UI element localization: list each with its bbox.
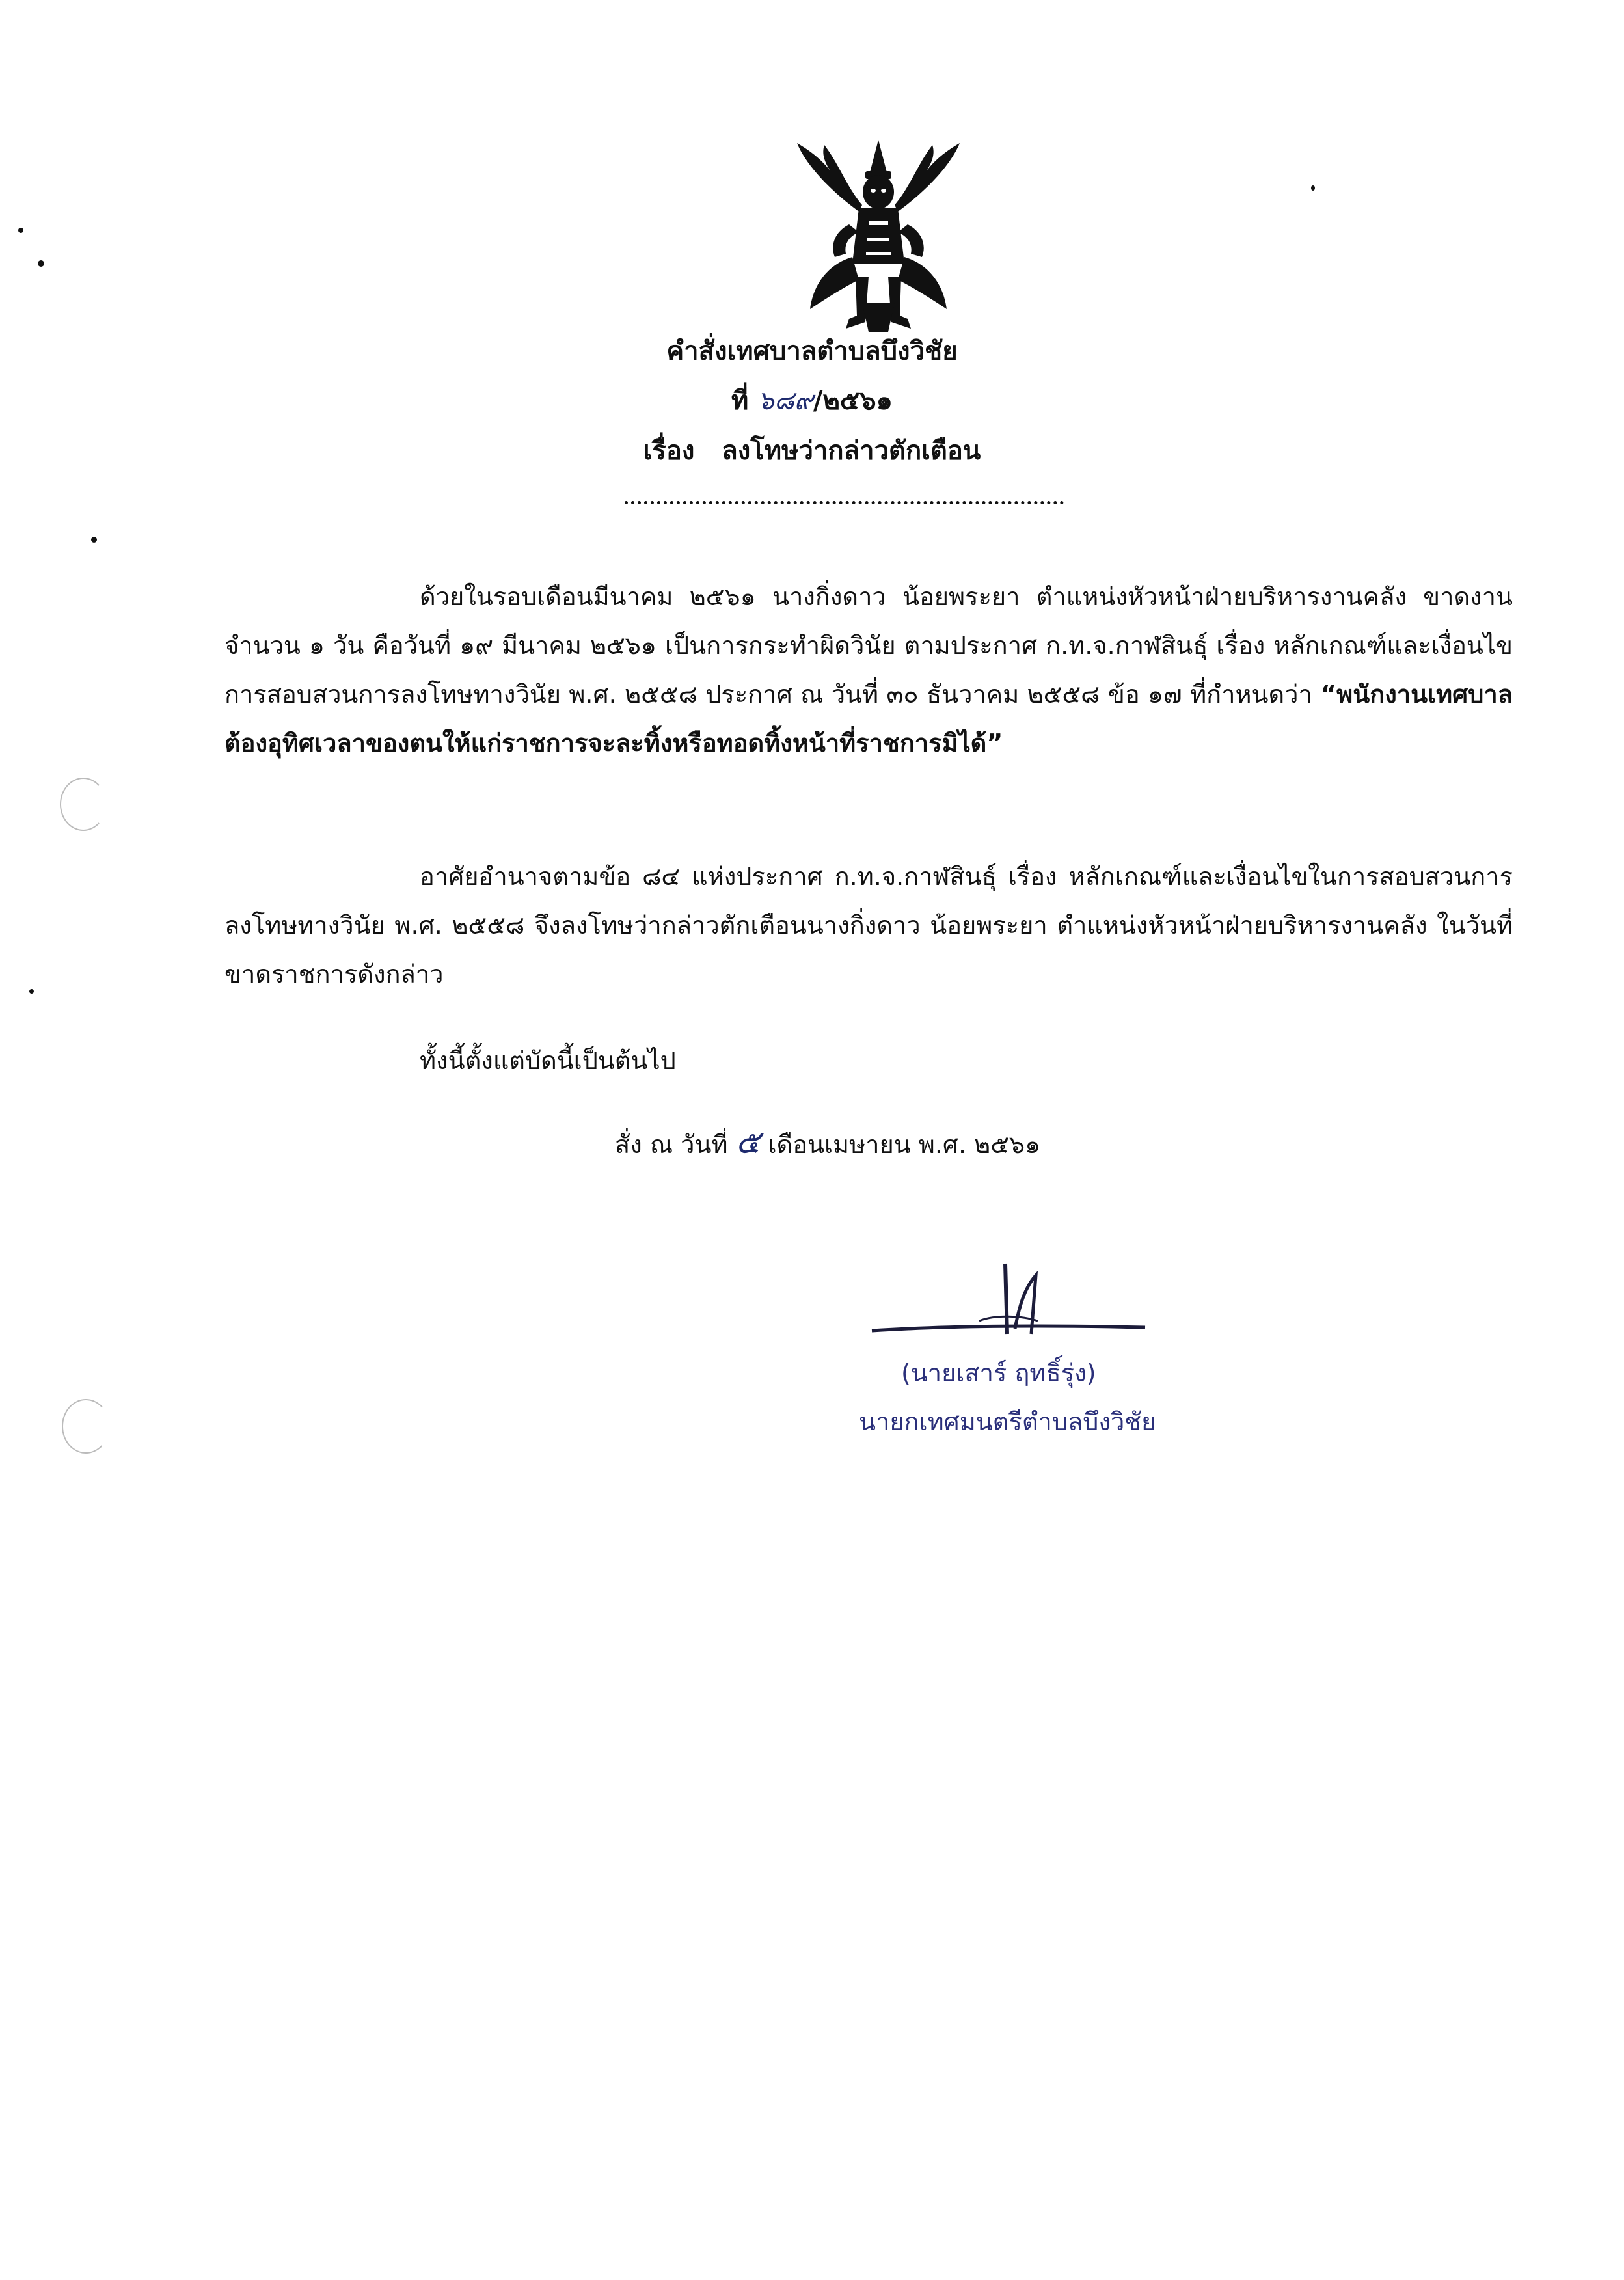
subject-label: เรื่อง (643, 436, 695, 466)
date-prefix: สั่ง ณ วันที่ (615, 1130, 728, 1159)
date-day-handwritten: ๕ (735, 1123, 761, 1161)
scan-speck (29, 989, 34, 994)
date-suffix: เดือนเมษายน พ.ศ. ๒๕๖๑ (768, 1130, 1041, 1159)
signer-name: (นายเสาร์ ฤทธิ์รุ่ง) (901, 1359, 1096, 1387)
header-divider (625, 501, 1064, 504)
order-title: คำสั่งเทศบาลตำบลบึงวิชัย (666, 336, 958, 366)
signer-position: นายกเทศมนตรีตำบลบึงวิชัย (859, 1407, 1156, 1436)
garuda-emblem (784, 133, 973, 342)
garuda-emblem-icon (784, 133, 973, 342)
scan-speck (91, 537, 97, 543)
order-number-suffix: /๒๕๖๑ (813, 386, 893, 416)
order-subject (0, 433, 1624, 469)
hole-punch-mark-top (60, 778, 107, 831)
paragraph-2-text: อาศัยอำนาจตามข้อ ๘๔ แห่งประกาศ ก.ท.จ.กาฬสินธุ์ เรื่อง หลักเกณฑ์และเงื่อนไขในการสอบสวนการลงโทษทางวินัย พ.ศ. ๒๕๕๘ จึงลงโทษว่ากล่าวตักเตือนนางกิ่งดาว น้อยพระยา ตำแหน่งหัวหน้าฝ่ายบริหารงานคลัง ในวันที่ขาดราชการดังกล่าว (224, 862, 1513, 988)
hole-punch-mark-bottom (62, 1399, 110, 1454)
order-number-handwritten: ๖๘๙ (757, 386, 813, 416)
paragraph-1-intro: ด้วยในรอบเดือนมีนาคม ๒๕๖๑ นางกิ่งดาว น้อยพระยา ตำแหน่งหัวหน้าฝ่ายบริหารงานคลัง ขาดงาน จำนวน ๑ วัน คือวันที่ ๑๙ มีนาคม ๒๕๖๑ เป็นการกระทำผิดวินัย ตามประกาศ ก.ท.จ.กาฬสินธุ์ เรื่อง หลักเกณฑ์และเงื่อนไขการสอบสวนการลงโทษทางวินัย พ.ศ. ๒๕๕๘ ประกาศ ณ วันที่ ๓๐ ธันวาคม ๒๕๕๘ ข้อ ๑๗ ที่กำหนดว่า (224, 582, 1513, 709)
paragraph-1 (224, 573, 1513, 768)
effective-line: ทั้งนี้ตั้งแต่บัดนี้เป็นต้นไป (420, 1046, 676, 1075)
scan-speck (18, 228, 23, 233)
paragraph-2 (224, 852, 1513, 999)
order-number-prefix: ที่ (731, 386, 749, 416)
order-number (0, 383, 1624, 419)
signature-scribble (865, 1256, 1152, 1360)
subject-text: ลงโทษว่ากล่าวตักเตือน (722, 436, 981, 466)
paragraph-1-quote: “พนักงานเทศบาลต้องอุทิศเวลาของตนให้แก่ราชการจะละทิ้งหรือทอดทิ้งหน้าที่ราชการมิได้” (224, 680, 1513, 757)
date-line (615, 1122, 1040, 1164)
scan-speck (1311, 185, 1315, 191)
scan-speck (38, 260, 44, 267)
